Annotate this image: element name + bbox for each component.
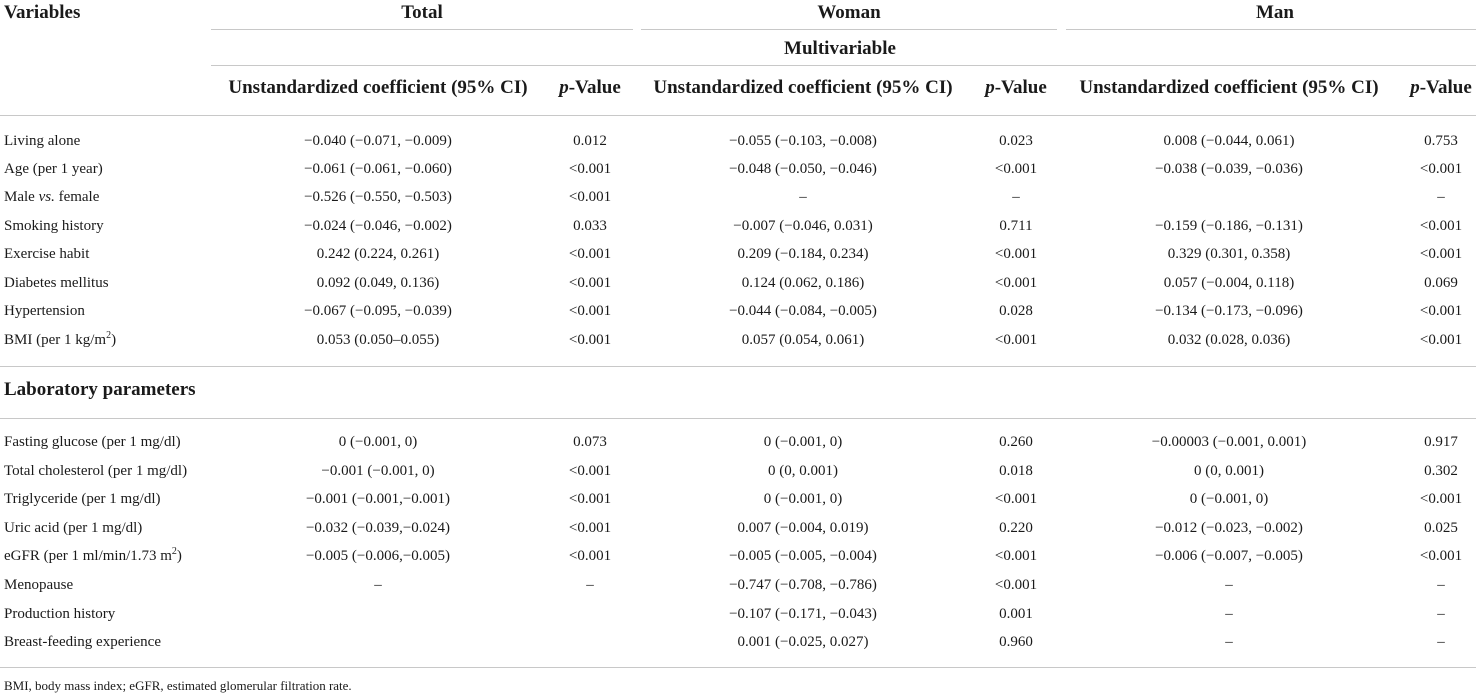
- woman-p-cell: <0.001: [994, 548, 1038, 564]
- man-coef-cell: −0.006 (−0.007, −0.005): [1155, 548, 1303, 564]
- row-label: Production history: [4, 606, 116, 622]
- row-label: Exercise habit: [4, 246, 90, 262]
- woman-p-cell: <0.001: [994, 332, 1038, 348]
- total-coef-cell: −0.001 (−0.001, 0): [321, 463, 435, 479]
- man-p-cell: <0.001: [1419, 332, 1463, 348]
- row-label: Fasting glucose (per 1 mg/dl): [4, 434, 181, 450]
- header-total: Total: [401, 2, 443, 23]
- man-coef-cell: −0.038 (−0.039, −0.036): [1155, 161, 1303, 177]
- man-coef-cell: 0.329 (0.301, 0.358): [1167, 246, 1291, 262]
- woman-coef-cell: −0.747 (−0.708, −0.786): [729, 577, 877, 593]
- man-coef-cell: –: [1225, 634, 1233, 650]
- section-bottom-rule: [0, 418, 1476, 419]
- total-coef-cell: −0.061 (−0.061, −0.060): [304, 161, 452, 177]
- woman-coef-cell: −0.055 (−0.103, −0.008): [729, 133, 877, 149]
- row-label: Breast-feeding experience: [4, 634, 161, 650]
- header-multivariable: Multivariable: [784, 38, 896, 59]
- woman-coef-cell: 0 (0, 0.001): [768, 463, 838, 479]
- header-woman: Woman: [817, 2, 881, 23]
- woman-p-cell: 0.260: [999, 434, 1033, 450]
- row-label: Smoking history: [4, 218, 104, 234]
- man-coef-cell: 0.008 (−0.044, 0.061): [1163, 133, 1295, 149]
- total-coef-cell: 0.242 (0.224, 0.261): [316, 246, 440, 262]
- woman-p-cell: 0.711: [999, 218, 1033, 234]
- total-p-cell: <0.001: [568, 246, 612, 262]
- woman-p-cell: 0.960: [999, 634, 1033, 650]
- man-p-cell: 0.302: [1424, 463, 1458, 479]
- row-label: BMI (per 1 $kg/m^2$): [4, 330, 117, 348]
- row-label: Hypertension: [4, 303, 85, 319]
- total-p-cell: <0.001: [568, 332, 612, 348]
- woman-p-cell: 0.220: [999, 520, 1033, 536]
- woman-coef-cell: −0.007 (−0.046, 0.031): [733, 218, 873, 234]
- total-p-cell: –: [586, 577, 594, 593]
- total-coef-cell: 0.053 (0.050–0.055): [316, 332, 440, 348]
- man-p-cell: –: [1437, 189, 1445, 205]
- header-woman-coef: Unstandardized coefficient (95% CI): [653, 77, 953, 98]
- woman-coef-cell: 0.124 (0.062, 0.186): [741, 275, 865, 291]
- man-coef-cell: –: [1225, 606, 1233, 622]
- row-label: eGFR (per 1 ml/min/1.73 $m^2$): [4, 546, 182, 564]
- total-coef-cell: –: [374, 577, 382, 593]
- total-p-cell: 0.012: [573, 133, 607, 149]
- man-coef-cell: –: [1225, 577, 1233, 593]
- woman-p-cell: <0.001: [994, 246, 1038, 262]
- man-p-cell: <0.001: [1419, 218, 1463, 234]
- man-coef-cell: −0.012 (−0.023, −0.002): [1155, 520, 1303, 536]
- section-top-rule: [0, 366, 1476, 367]
- total-coef-cell: −0.005 (−0.006,−0.005): [305, 548, 451, 564]
- total-coef-cell: −0.526 (−0.550, −0.503): [304, 189, 452, 205]
- header-variables: Variables: [4, 2, 81, 23]
- total-coef-cell: −0.067 (−0.095, −0.039): [304, 303, 452, 319]
- footnote: BMI, body mass index; eGFR, estimated glomerular filtration rate.: [4, 678, 352, 693]
- multivariable-rule: [211, 65, 1476, 66]
- man-p-cell: 0.069: [1424, 275, 1458, 291]
- woman-p-cell: 0.001: [999, 606, 1033, 622]
- total-p-cell: <0.001: [568, 275, 612, 291]
- man-p-cell: 0.917: [1424, 434, 1458, 450]
- man-p-cell: <0.001: [1419, 491, 1463, 507]
- header-total-coef: Unstandardized coefficient (95% CI): [228, 77, 528, 98]
- woman-coef-cell: 0 (−0.001, 0): [763, 491, 843, 507]
- man-group-rule: [1066, 29, 1476, 30]
- total-coef-cell: −0.040 (−0.071, −0.009): [304, 133, 452, 149]
- row-label: Diabetes mellitus: [4, 275, 109, 291]
- man-p-cell: –: [1437, 634, 1445, 650]
- woman-group-rule: [641, 29, 1057, 30]
- header-bottom-rule: [0, 115, 1476, 116]
- row-label: Triglyceride (per 1 mg/dl): [4, 491, 161, 507]
- woman-coef-cell: −0.107 (−0.171, −0.043): [729, 606, 877, 622]
- woman-coef-cell: −0.048 (−0.050, −0.046): [729, 161, 877, 177]
- man-p-cell: <0.001: [1419, 303, 1463, 319]
- total-coef-cell: −0.001 (−0.001,−0.001): [305, 491, 451, 507]
- total-p-cell: 0.073: [573, 434, 607, 450]
- man-p-cell: <0.001: [1419, 548, 1463, 564]
- man-coef-cell: −0.00003 (−0.001, 0.001): [1151, 434, 1307, 450]
- total-coef-cell: 0.092 (0.049, 0.136): [316, 275, 440, 291]
- header-man-coef: Unstandardized coefficient (95% CI): [1079, 77, 1379, 98]
- row-label: Uric acid (per 1 mg/dl): [4, 520, 143, 536]
- woman-p-cell: 0.028: [999, 303, 1033, 319]
- woman-p-cell: <0.001: [994, 577, 1038, 593]
- man-coef-cell: 0.057 (−0.004, 0.118): [1163, 275, 1295, 291]
- woman-p-cell: –: [1012, 189, 1020, 205]
- man-coef-cell: 0 (0, 0.001): [1194, 463, 1264, 479]
- row-label: Menopause: [4, 577, 74, 593]
- woman-coef-cell: 0.007 (−0.004, 0.019): [737, 520, 869, 536]
- total-p-cell: <0.001: [568, 303, 612, 319]
- man-coef-cell: −0.134 (−0.173, −0.096): [1155, 303, 1303, 319]
- header-total-pvalue: p-Value: [559, 77, 621, 98]
- woman-coef-cell: 0.209 (−0.184, 0.234): [737, 246, 869, 262]
- row-label: Total cholesterol (per 1 mg/dl): [4, 463, 188, 479]
- man-p-cell: 0.025: [1424, 520, 1458, 536]
- section-title: Laboratory parameters: [4, 379, 196, 400]
- total-coef-cell: 0 (−0.001, 0): [338, 434, 418, 450]
- total-p-cell: <0.001: [568, 161, 612, 177]
- man-coef-cell: 0.032 (0.028, 0.036): [1167, 332, 1291, 348]
- man-p-cell: 0.753: [1424, 133, 1458, 149]
- man-p-cell: <0.001: [1419, 246, 1463, 262]
- total-coef-cell: −0.032 (−0.039,−0.024): [305, 520, 451, 536]
- total-p-cell: <0.001: [568, 520, 612, 536]
- total-p-cell: 0.033: [573, 218, 607, 234]
- total-p-cell: <0.001: [568, 189, 612, 205]
- man-p-cell: –: [1437, 577, 1445, 593]
- row-label: Male vs. female: [4, 189, 100, 205]
- man-p-cell: <0.001: [1419, 161, 1463, 177]
- table-bottom-rule: [0, 667, 1476, 668]
- total-group-rule: [211, 29, 633, 30]
- header-man: Man: [1256, 2, 1294, 23]
- row-label: Living alone: [4, 133, 81, 149]
- woman-coef-cell: 0 (−0.001, 0): [763, 434, 843, 450]
- woman-coef-cell: 0.057 (0.054, 0.061): [741, 332, 865, 348]
- row-label: Age (per 1 year): [4, 161, 103, 177]
- total-p-cell: <0.001: [568, 548, 612, 564]
- woman-coef-cell: −0.005 (−0.005, −0.004): [729, 548, 877, 564]
- woman-p-cell: <0.001: [994, 161, 1038, 177]
- man-coef-cell: 0 (−0.001, 0): [1189, 491, 1269, 507]
- header-man-pvalue: p-Value: [1410, 77, 1472, 98]
- total-coef-cell: −0.024 (−0.046, −0.002): [304, 218, 452, 234]
- total-p-cell: <0.001: [568, 491, 612, 507]
- header-woman-pvalue: p-Value: [985, 77, 1047, 98]
- woman-p-cell: 0.018: [999, 463, 1033, 479]
- man-p-cell: –: [1437, 606, 1445, 622]
- total-p-cell: <0.001: [568, 463, 612, 479]
- woman-p-cell: <0.001: [994, 275, 1038, 291]
- woman-coef-cell: –: [799, 189, 807, 205]
- woman-p-cell: <0.001: [994, 491, 1038, 507]
- woman-p-cell: 0.023: [999, 133, 1033, 149]
- man-coef-cell: −0.159 (−0.186, −0.131): [1155, 218, 1303, 234]
- woman-coef-cell: 0.001 (−0.025, 0.027): [737, 634, 869, 650]
- woman-coef-cell: −0.044 (−0.084, −0.005): [729, 303, 877, 319]
